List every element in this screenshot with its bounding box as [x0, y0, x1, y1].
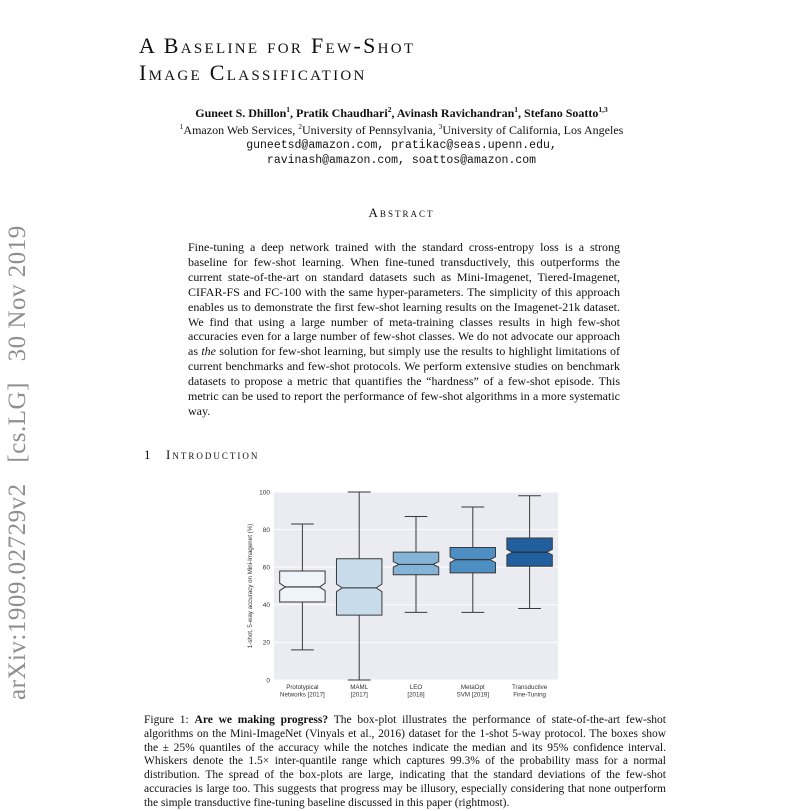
abstract-part: Fine-tuning a deep network trained with the standard cross-entropy loss is a strong baseline for few-shot learning. When fine-tuned transductively, this outperforms the current state-of-the-art on standard datasets such as Mini-Imagenet, Tiered-Imagenet, CIFAR-FS and FC-100 with the same hyper-parameters. The simplicity of this approach enables us to demonstrate the first few-shot learning results on the Imagenet-21k dataset. We find that using a large number of meta-training classes results in high few-shot accuracies even for a large number of few-shot classes. We do not advocate our approach as: [188, 240, 620, 359]
y-axis-label: 1-shot, 5-way accuracy on Mini-Imagenet (%): [247, 523, 254, 649]
affiliation-mark: 2: [298, 122, 302, 131]
y-tick-label: 0: [266, 677, 270, 685]
section-heading: [144, 447, 259, 463]
author-emails: [0, 139, 803, 168]
abstract-text: [188, 240, 620, 419]
arxiv-category: [cs.LG]: [4, 382, 31, 463]
affiliation: University of California, Los Angeles: [442, 123, 624, 137]
section-title: Introduction: [166, 447, 260, 462]
caption-body: The box-plot illustrates the performance of state-of-the-art few-shot algorithms on the Mini-ImageNet (Vinyals et al., 2016) dataset for the 1-shot 5-way protocol. The boxes show the ± 25% quantiles of the accuracy while the notches indicate the median and its 95% confidence interval. Whiskers denote the 1.5× inter-quantile range which captures 99.3% of the probability mass for a normal distribution. The spread of the box-plots are large, indicating that the standard deviations of the few-shot accuracies is large too. This suggests that progress may be illusory, especially considering that none outperform the simple transductive fine-tuning baseline discussed in this paper (rightmost).: [144, 714, 666, 809]
x-tick-label: [2017]: [350, 691, 368, 699]
y-tick-label: 40: [262, 602, 270, 610]
affiliation-mark: 1: [179, 122, 184, 131]
section-number: 1: [144, 447, 151, 462]
email-line-2: ravinash@amazon.com, soattos@amazon.com: [266, 153, 537, 167]
x-tick-label: MetaOpt: [460, 684, 485, 691]
author-affiliation-mark: 1: [514, 105, 519, 114]
arxiv-date: 30 Nov 2019: [4, 225, 31, 362]
x-tick-label: Fine-Tuning: [513, 691, 546, 699]
author: Avinash Ravichandran: [396, 106, 515, 120]
affiliation-mark: 3: [438, 122, 443, 131]
x-tick-label: Prototypical: [286, 684, 319, 691]
x-axis-tick-labels: [280, 684, 548, 699]
affiliation: Amazon Web Services: [183, 123, 293, 137]
x-tick-label: LEO: [409, 684, 423, 691]
y-tick-label: 80: [262, 526, 270, 534]
arxiv-id: arXiv:1909.02729v2: [4, 483, 31, 700]
abstract-heading: Abstract: [368, 205, 435, 220]
arxiv-identifier: [4, 220, 32, 700]
x-tick-label: Transductive: [511, 684, 548, 691]
author-affiliation-mark: 1,3: [598, 105, 608, 114]
y-tick-label: 20: [262, 639, 270, 647]
paper-title-line-2: Image Classification: [139, 60, 367, 85]
affiliation: University of Pennsylvania: [301, 123, 433, 137]
author: Guneet S. Dhillon: [195, 106, 287, 120]
x-tick-label: SVM [2019]: [456, 691, 489, 699]
x-tick-label: Networks [2017]: [280, 691, 325, 699]
box-plot-figure: [238, 486, 568, 706]
caption-label: Figure 1:: [144, 714, 189, 726]
y-axis-tick-labels: [259, 489, 270, 684]
paper-title-line-1: A Baseline for Few-Shot: [139, 33, 416, 58]
figure-caption: [144, 714, 666, 811]
y-tick-label: 60: [262, 564, 270, 572]
caption-bold-lead: Are we making progress?: [194, 714, 329, 726]
paper-title: [139, 32, 415, 86]
x-tick-label: [2018]: [407, 691, 425, 699]
y-tick-label: 100: [259, 489, 270, 497]
abstract-emphasis: the: [201, 344, 216, 359]
author-affiliation-mark: 2: [387, 105, 392, 114]
x-tick-label: MAML: [350, 684, 369, 691]
affiliation-list: $^1$Amazon Web Services, $^2$University of Pennsylvania, $^3$University of California, Los Angeles: [179, 122, 624, 137]
author-affiliation-mark: 1: [286, 105, 291, 114]
email-line-1: guneetsd@amazon.com, pratikac@seas.upenn.edu,: [246, 139, 557, 152]
author: Pratik Chaudhari: [296, 106, 388, 120]
abstract-part: solution for few-shot learning, but simply use the results to highlight limitations of current benchmarks and few-shot protocols. We perform extensive studies on benchmark datasets to propose a metric that quantifies the “hardness” of a few-shot episode. This metric can be used to report the performance of few-shot algorithms in a more systematic way.: [188, 344, 620, 418]
author: Stefano Soatto: [524, 106, 599, 120]
author-list: Guneet S. Dhillon$^1$, Pratik Chaudhari$^2$, Avinash Ravichandran$^1$, Stefano Soatto$^{1,3}$: [195, 105, 608, 120]
box-body: [336, 559, 381, 615]
box-body: [393, 552, 438, 575]
